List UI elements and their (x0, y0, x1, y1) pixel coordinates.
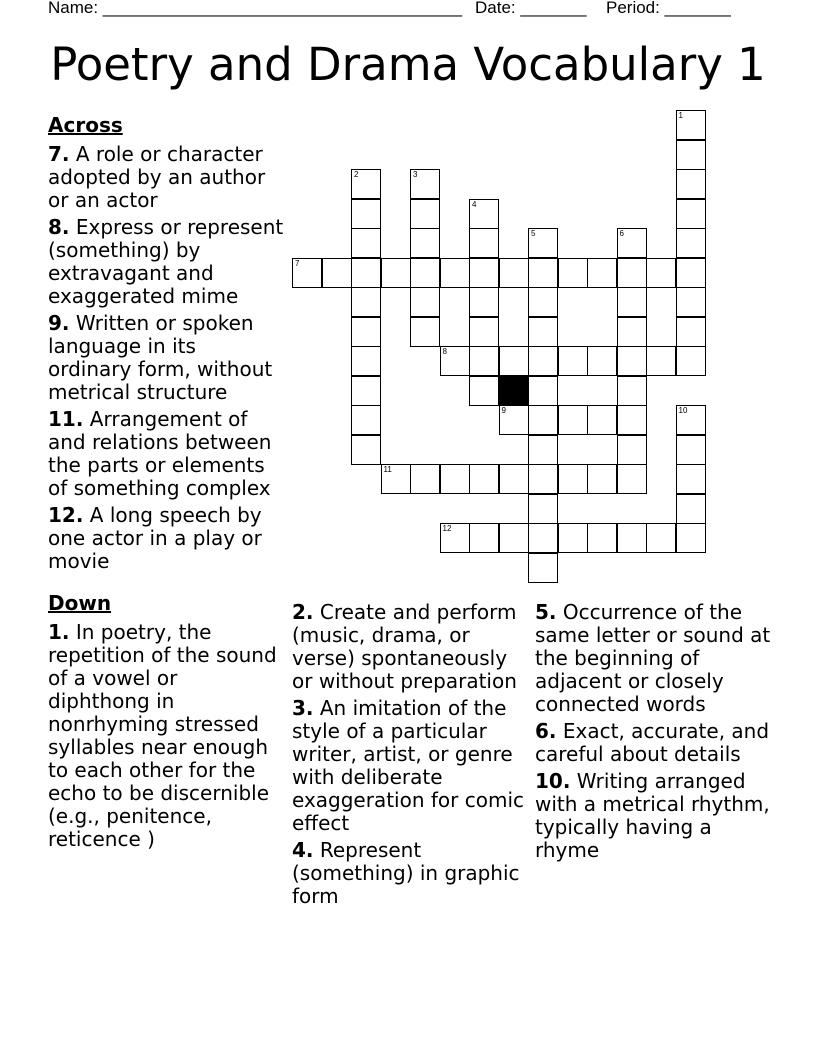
clue-across-11: 11. Arrangement of and relations between the parts or elements of something complex (48, 407, 272, 500)
crossword-cell[interactable] (381, 258, 411, 288)
black-square (499, 376, 529, 406)
crossword-cell[interactable] (558, 464, 588, 494)
cell-number: 11 (383, 465, 392, 474)
crossword-cell[interactable] (322, 258, 352, 288)
crossword-cell[interactable] (381, 464, 411, 494)
period-field[interactable]: Period: _______ (606, 0, 731, 17)
crossword-cell[interactable] (676, 346, 706, 376)
crossword-cell[interactable] (617, 317, 647, 347)
crossword-cell[interactable] (351, 317, 381, 347)
crossword-cell[interactable] (351, 405, 381, 435)
cell-number: 7 (295, 258, 300, 268)
crossword-cell[interactable] (676, 287, 706, 317)
crossword-cell[interactable] (528, 494, 558, 524)
crossword-cell[interactable] (528, 464, 558, 494)
crossword-cell[interactable] (351, 287, 381, 317)
crossword-cell[interactable] (587, 405, 617, 435)
crossword-cell[interactable] (617, 287, 647, 317)
crossword-cell[interactable] (469, 346, 499, 376)
crossword-cell[interactable] (676, 317, 706, 347)
crossword-cell[interactable] (676, 494, 706, 524)
crossword-cell[interactable] (617, 464, 647, 494)
crossword-cell[interactable] (351, 199, 381, 229)
crossword-cell[interactable] (469, 228, 499, 258)
crossword-cell[interactable] (499, 405, 529, 435)
cell-number: 5 (531, 229, 536, 238)
crossword-cell[interactable] (558, 346, 588, 376)
name-field[interactable]: Name: ______________________________________ (48, 0, 463, 17)
crossword-cell[interactable] (617, 405, 647, 435)
crossword-cell[interactable] (410, 317, 440, 347)
crossword-cell[interactable] (676, 140, 706, 170)
down-clues-col3 (535, 601, 771, 866)
cell-number: 6 (619, 229, 624, 238)
clue-across-7: 7. A role or character adopted by an author or an actor (48, 142, 266, 212)
crossword-cell[interactable] (469, 258, 499, 288)
crossword-cell[interactable] (440, 346, 470, 376)
crossword-cell[interactable] (499, 464, 529, 494)
crossword-cell[interactable] (558, 523, 588, 553)
cell-number: 10 (678, 406, 688, 415)
crossword-cell[interactable] (410, 287, 440, 317)
crossword-cell[interactable] (587, 523, 617, 553)
crossword-cell[interactable] (351, 228, 381, 258)
crossword-cell[interactable] (558, 258, 588, 288)
clue-down-6: 6. Exact, accurate, and careful about details (535, 719, 770, 766)
crossword-cell[interactable] (351, 435, 381, 465)
crossword-cell[interactable] (676, 258, 706, 288)
crossword-cell[interactable] (469, 376, 499, 406)
crossword-cell[interactable] (646, 523, 676, 553)
crossword-cell[interactable] (469, 464, 499, 494)
clue-down-3: 3. An imitation of the style of a particular writer, artist, or genre with deliberate exaggeration for comic effect (292, 696, 525, 835)
cell-number: 3 (413, 170, 418, 179)
crossword-cell[interactable] (528, 553, 558, 583)
clue-down-1: 1. In poetry, the repetition of the sound of a vowel or diphthong in nonrhyming stressed syllables near enough to each other for the echo to be discernible (e.g., penitence, reticence ) (48, 620, 277, 851)
crossword-cell[interactable] (587, 464, 617, 494)
crossword-cell[interactable] (528, 523, 558, 553)
cell-number: 9 (501, 406, 506, 415)
page-title: Poetry and Drama Vocabulary 1 (50, 38, 766, 91)
crossword-cell[interactable] (499, 346, 529, 376)
crossword-cell[interactable] (676, 169, 706, 199)
clue-down-2: 2. Create and perform (music, drama, or verse) spontaneously or without preparation (292, 600, 517, 693)
crossword-cell[interactable] (676, 228, 706, 258)
crossword-cell[interactable] (676, 523, 706, 553)
crossword-cell[interactable] (410, 464, 440, 494)
crossword-cell[interactable] (676, 464, 706, 494)
clue-across-12: 12. A long speech by one actor in a play or movie (48, 503, 262, 573)
crossword-cell[interactable] (528, 228, 558, 258)
cell-number: 4 (472, 199, 477, 209)
crossword-cell[interactable] (646, 258, 676, 288)
crossword-cell[interactable] (351, 169, 381, 199)
crossword-cell[interactable] (440, 258, 470, 288)
crossword-cell[interactable] (528, 376, 558, 406)
crossword-cell[interactable] (410, 169, 440, 199)
crossword-cell[interactable] (528, 435, 558, 465)
crossword-cell[interactable] (617, 346, 647, 376)
crossword-cell[interactable] (292, 258, 322, 288)
crossword-cell[interactable] (469, 317, 499, 347)
crossword-cell[interactable] (617, 228, 647, 258)
crossword-cell[interactable] (440, 523, 470, 553)
crossword-cell[interactable] (676, 435, 706, 465)
cell-number: 2 (354, 170, 359, 179)
cell-number: 8 (442, 347, 447, 356)
crossword-cell[interactable] (410, 258, 440, 288)
crossword-cell[interactable] (646, 346, 676, 376)
crossword-cell[interactable] (410, 228, 440, 258)
crossword-cell[interactable] (351, 376, 381, 406)
student-info-header (48, 0, 768, 22)
across-clues (48, 114, 284, 577)
crossword-cell[interactable] (528, 346, 558, 376)
clue-across-9: 9. Written or spoken language in its ordinary form, without metrical structure (48, 311, 273, 404)
across-heading: Across (48, 113, 123, 137)
crossword-cell[interactable] (587, 258, 617, 288)
crossword-cell[interactable] (440, 464, 470, 494)
crossword-cell[interactable] (528, 258, 558, 288)
crossword-cell[interactable] (469, 199, 499, 229)
cell-number: 12 (442, 524, 452, 533)
crossword-cell[interactable] (617, 435, 647, 465)
crossword-cell[interactable] (528, 317, 558, 347)
crossword-cell[interactable] (469, 287, 499, 317)
crossword-cell[interactable] (617, 376, 647, 406)
crossword-cell[interactable] (351, 258, 381, 288)
crossword-cell[interactable] (558, 405, 588, 435)
crossword-cell[interactable] (499, 523, 529, 553)
crossword-cell[interactable] (617, 258, 647, 288)
crossword-cell[interactable] (528, 405, 558, 435)
crossword-cell[interactable] (469, 523, 499, 553)
crossword-cell[interactable] (676, 405, 706, 435)
crossword-cell[interactable] (676, 199, 706, 229)
down-clues-col2 (292, 601, 528, 912)
clue-down-5: 5. Occurrence of the same letter or sound at the beginning of adjacent or closely connected words (535, 600, 771, 716)
down-heading: Down (48, 591, 112, 615)
crossword-cell[interactable] (528, 287, 558, 317)
crossword-cell[interactable] (676, 110, 706, 140)
date-field[interactable]: Date: _______ (475, 0, 587, 17)
crossword-cell[interactable] (587, 346, 617, 376)
crossword-cell[interactable] (410, 199, 440, 229)
cell-number: 1 (678, 111, 683, 120)
down-clues-col1 (48, 592, 284, 855)
crossword-cell[interactable] (351, 346, 381, 376)
clue-down-10: 10. Writing arranged with a metrical rhythm, typically having a rhyme (535, 769, 770, 862)
clue-across-8: 8. Express or represent (something) by extravagant and exaggerated mime (48, 215, 284, 308)
crossword-cell[interactable] (617, 523, 647, 553)
clue-down-4: 4. Represent (something) in graphic form (292, 838, 520, 908)
crossword-cell[interactable] (499, 258, 529, 288)
